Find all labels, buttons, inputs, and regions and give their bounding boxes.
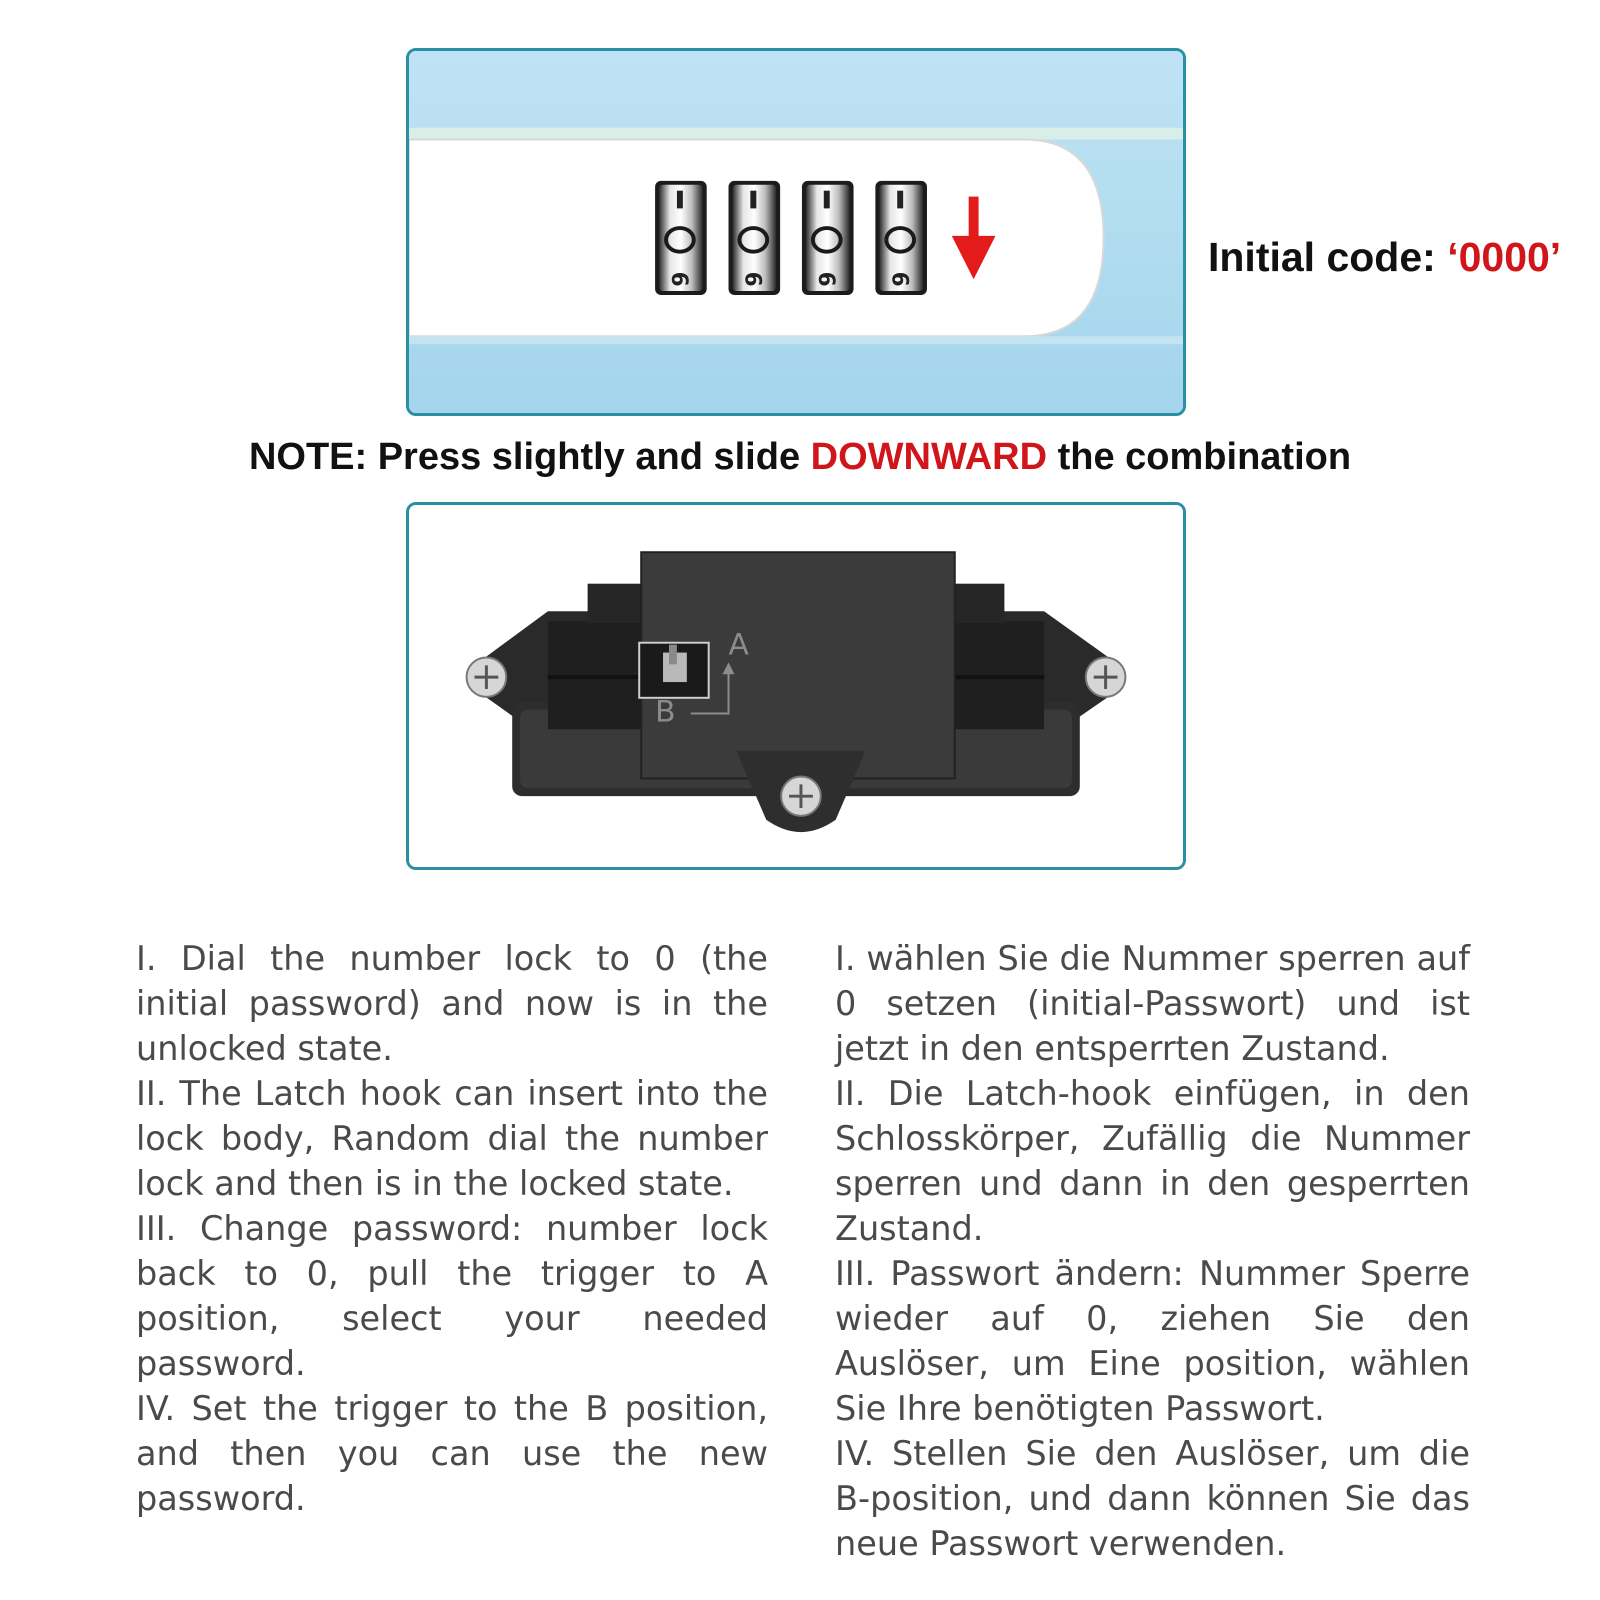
trigger-label-b: B [655,693,676,729]
instruction-de-step-2: II. Die Latch-hook einfügen, in den Schlosskörper, Zufällig die Nummer sperren und dann in den gesperrten Zustand. [835,1074,1470,1248]
lock-dial-3 [802,181,854,295]
note-suffix: the combination [1047,436,1352,478]
screw-left-icon [467,657,507,696]
instruction-en-step-3: III. Change password: number lock back to 0, pull the trigger to A position, select your needed password. [136,1209,768,1383]
instructions-german [835,936,1470,1566]
svg-text:6: 6 [812,271,838,287]
initial-code-label: Initial code: [1208,234,1448,280]
note-highlight: DOWNWARD [810,436,1048,478]
screw-right-icon [1086,657,1126,696]
svg-text:6: 6 [886,271,912,287]
initial-code-value: ‘0000’ [1447,234,1562,280]
instruction-de-step-4: IV. Stellen Sie den Auslöser, um die B-position, und dann können Sie das neue Passwort verwenden. [835,1434,1470,1563]
svg-text:6: 6 [739,271,765,287]
note-text [0,436,1600,479]
screw-bottom-icon [781,777,821,816]
lock-body-photo [406,502,1186,870]
trigger-label-a: A [728,626,749,662]
combination-lock-illustration [409,51,1183,413]
instruction-en-step-4: IV. Set the trigger to the B position, and then you can use the new password. [136,1389,768,1518]
instruction-en-step-2: II. The Latch hook can insert into the lock body, Random dial the number lock and then is in the locked state. [136,1074,768,1203]
instruction-de-step-3: III. Passwort ändern: Nummer Sperre wieder auf 0, ziehen Sie den Auslöser, um Eine position, wählen Sie Ihre benötigten Passwort. [835,1254,1470,1428]
lock-dial-2 [729,181,781,295]
initial-code-callout [1208,234,1561,281]
lock-dial-4 [875,181,927,295]
lock-dial-1 [655,181,707,295]
instructions-english [136,936,768,1521]
instruction-en-step-1: I. Dial the number lock to 0 (the initial password) and now is in the unlocked state. [136,939,768,1068]
lock-body-illustration [409,505,1183,867]
svg-text:6: 6 [665,271,692,287]
note-prefix: NOTE: Press slightly and slide [248,436,811,478]
instruction-de-step-1: I. wählen Sie die Nummer sperren auf 0 setzen (initial-Passwort) und ist jetzt in den entsperrten Zustand. [835,939,1470,1068]
combination-lock-photo [406,48,1186,416]
